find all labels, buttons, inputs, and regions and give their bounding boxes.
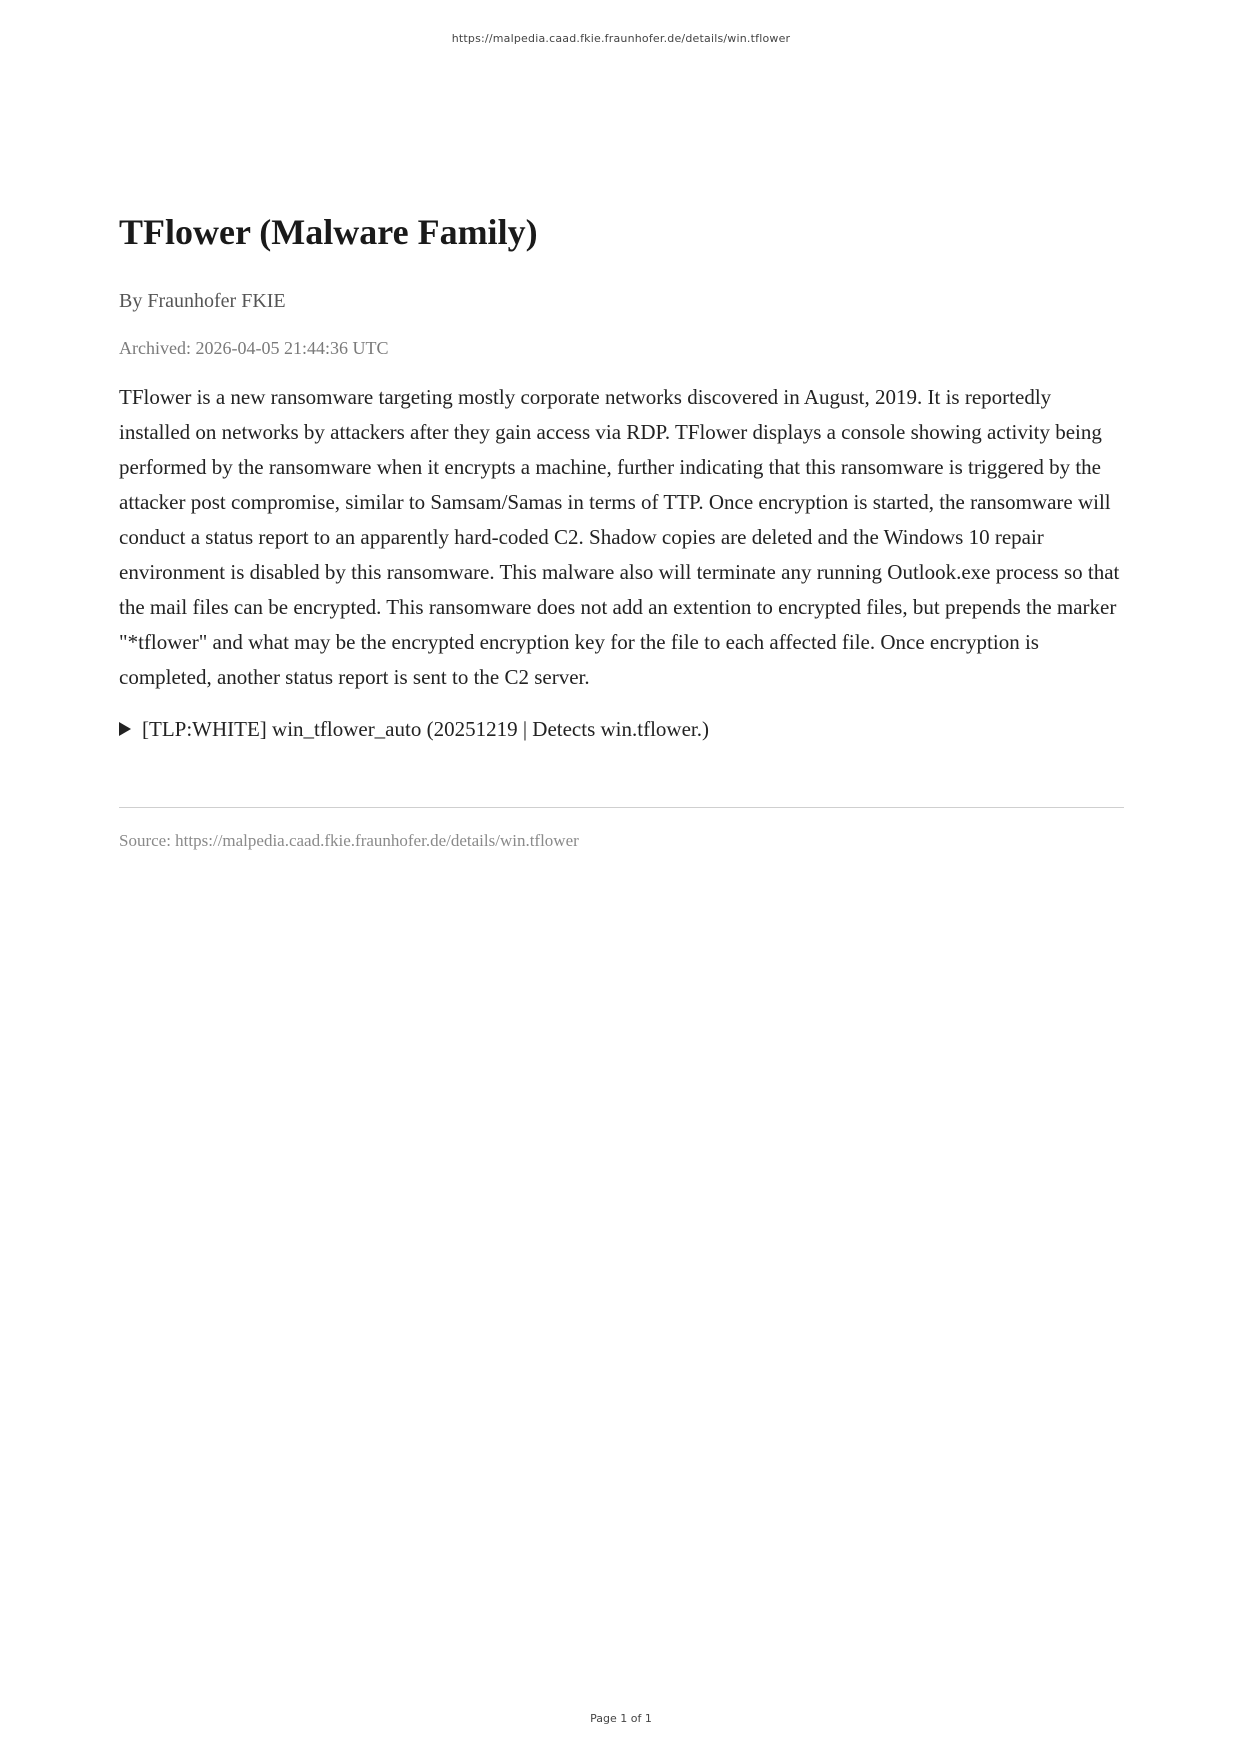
description-paragraph: TFlower is a new ransomware targeting mostly corporate networks discovered in August, 2019. It is reportedly installed on networks by attackers after they gain access via RDP. TFlower displays a console showing activity being performed by the ransomware when it encrypts a machine, further indicating that this ransomware is triggered by the attacker post compromise, similar to Samsam/Samas in terms of TTP. Once encryption is started, the ransomware will conduct a status report to an apparently hard-coded C2. Shadow copies are deleted and the Windows 10 repair environment is disabled by this ransomware. This malware also will terminate any running Outlook.exe process so that the mail files can be encrypted. This ransomware does not add an extention to encrypted files, but prepends the marker "*tflower" and what may be the encrypted encryption key for the file to each affected file. Once encryption is completed, another status report is sent to the C2 server. [119, 385, 1120, 689]
yara-rule-disclosure[interactable] [119, 714, 1124, 744]
page-header-url: https://malpedia.caad.fkie.fraunhofer.de/details/win.tflower [451, 32, 791, 45]
page-title: TFlower (Malware Family) [119, 212, 538, 252]
divider [119, 807, 1124, 808]
source-link: Source: https://malpedia.caad.fkie.fraunhofer.de/details/win.tflower [119, 831, 579, 850]
yara-rule-label: [TLP:WHITE] win_tflower_auto (20251219 | Detects win.tflower.) [142, 717, 709, 741]
archived-timestamp: Archived: 2026-04-05 21:44:36 UTC [119, 338, 389, 358]
byline: By Fraunhofer FKIE [119, 290, 286, 312]
article [119, 210, 1124, 852]
page-number: Page 1 of 1 [590, 1712, 652, 1725]
disclosure-triangle-icon [119, 722, 131, 736]
